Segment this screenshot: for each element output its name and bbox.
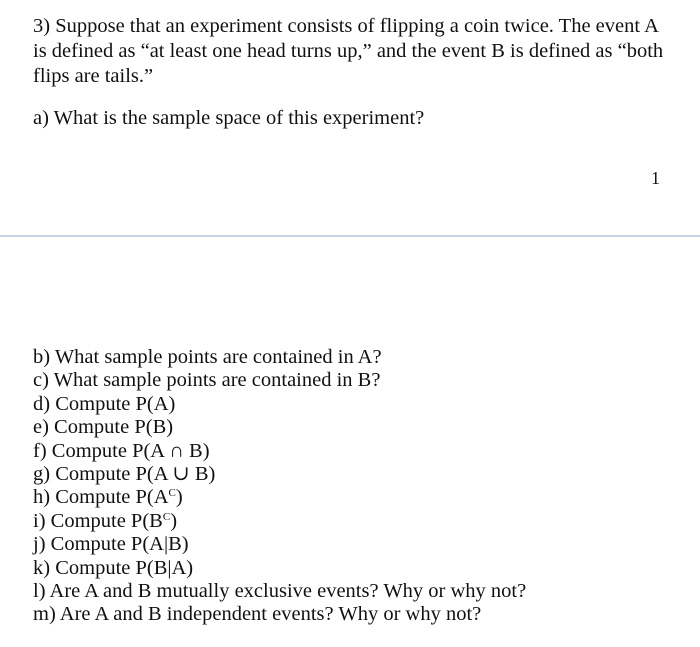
question-text: b) What sample points are contained in A?	[33, 346, 382, 368]
question-text: j) Compute P(A|B)	[33, 533, 189, 556]
question-f	[33, 440, 526, 463]
question-g	[33, 463, 526, 486]
question-h	[33, 486, 526, 509]
document-page-2	[0, 238, 700, 647]
question-m	[33, 603, 526, 626]
question-text: l) Are A and B mutually exclusive events? Why or why not?	[33, 580, 527, 603]
question-text: h) Compute P(A	[33, 486, 169, 509]
question-list	[33, 346, 526, 627]
question-d	[33, 393, 526, 416]
page-break-divider	[0, 235, 700, 237]
question-text: e) Compute P(B)	[33, 416, 174, 439]
question-e	[33, 416, 526, 439]
question-a: a) What is the sample space of this experiment?	[33, 107, 425, 129]
complement-superscript: C	[168, 487, 176, 500]
question-i	[33, 510, 526, 533]
question-text: g) Compute P(A ∪ B)	[33, 463, 216, 486]
question-text-tail: )	[175, 486, 183, 509]
question-c	[33, 369, 526, 392]
complement-superscript: C	[162, 510, 171, 523]
question-b	[33, 346, 526, 369]
question-j	[33, 533, 526, 556]
problem-statement: 3) Suppose that an experiment consists of flipping a coin twice. The event A is defined as “at least one head turns up,” and the event B is defined as “both flips are tails.”	[33, 15, 664, 87]
question-text: m) Are A and B independent events? Why or why not?	[33, 603, 482, 626]
page-number: 1	[651, 168, 660, 188]
question-text: i) Compute P(B	[33, 509, 163, 532]
question-text: c) What sample points are contained in B?	[33, 369, 381, 392]
question-k	[33, 557, 526, 580]
question-text: k) Compute P(B|A)	[33, 556, 194, 579]
document-page-1	[0, 0, 700, 236]
question-l	[33, 580, 526, 603]
question-text: f) Compute P(A ∩ B)	[33, 439, 210, 462]
question-text-tail: )	[170, 509, 178, 532]
question-text: d) Compute P(A)	[33, 392, 176, 415]
